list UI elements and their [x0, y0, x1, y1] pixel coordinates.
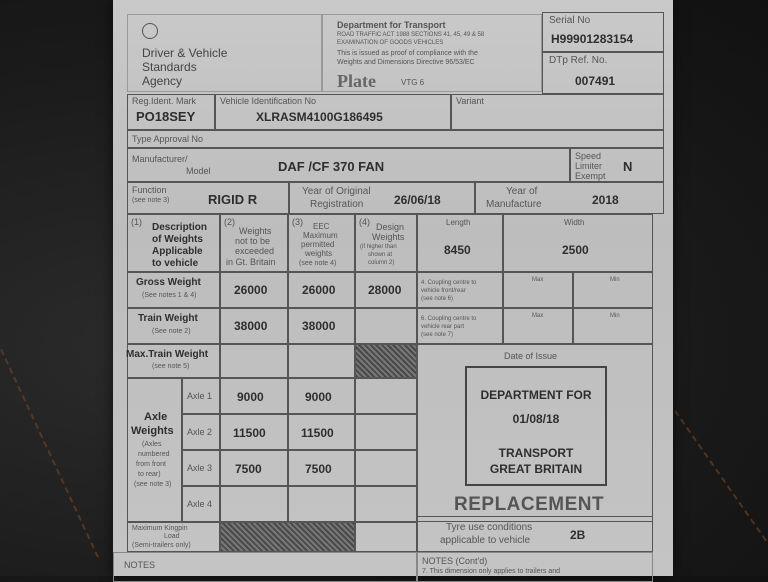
col3-num: (3): [292, 217, 303, 227]
agency-block: [127, 14, 322, 92]
maxtrain-w3-cell: [288, 344, 355, 378]
header-sub2: EXAMINATION OF GOODS VEHICLES: [337, 40, 444, 46]
vin-value: XLRASM4100G186495: [256, 110, 383, 124]
maxtrain-w2-cell: [220, 344, 288, 378]
train-w4-cell: [355, 308, 417, 344]
speed-label3: Exempt: [575, 171, 606, 181]
length-value: 8450: [444, 243, 471, 257]
serial-label: Serial No: [549, 15, 591, 26]
dtp-block: [542, 52, 664, 94]
stamp-line4: GREAT BRITAIN: [489, 462, 583, 476]
col4-num: (4): [359, 217, 370, 227]
kingpin-line2: Load: [164, 533, 180, 540]
plating-certificate: [113, 0, 673, 576]
gross-label-cell: [127, 272, 220, 308]
col4-line2: Weights: [372, 232, 405, 242]
plate-title: Plate: [337, 71, 376, 91]
registration-block: [289, 182, 475, 214]
width-block: [503, 214, 653, 272]
manufacture-label1: Year of: [506, 186, 538, 197]
registration-label2: Registration: [310, 199, 364, 210]
variant-label: Variant: [456, 96, 484, 106]
manufacture-label2: Manufacture: [486, 199, 542, 210]
axle-w4-cell: [355, 486, 417, 522]
coupling2-max-cell: [503, 308, 573, 344]
col2-line1: Weights: [239, 226, 272, 236]
agency-line3: Agency: [142, 74, 183, 88]
axle-w3-cell: [288, 486, 355, 522]
coupling1-text1: 4. Coupling centre to: [421, 280, 477, 286]
function-label: Function: [132, 185, 167, 195]
col3-line4: weights: [305, 249, 333, 258]
notes-right: [417, 552, 653, 582]
col4-line3: (if higher than: [360, 244, 397, 250]
maxtrain-label-cell: [127, 344, 220, 378]
axle-w2-cell: [220, 486, 288, 522]
variant-block: [451, 94, 664, 130]
header-sub3: This is issued as proof of compliance with the: [337, 50, 478, 57]
axle-label1: Axle: [144, 411, 168, 423]
col4-header: [355, 214, 417, 272]
length-label: Length: [446, 218, 471, 227]
gross-w3-cell: [288, 272, 355, 308]
agency-line1: Driver & Vehicle: [142, 46, 228, 60]
coupling2-min-cell: [573, 308, 653, 344]
gross-w2: 26000: [234, 283, 268, 297]
notes-left: [113, 552, 417, 582]
kingpin-hatched: [220, 522, 355, 552]
axle3-w2: 7500: [235, 462, 262, 476]
tyre-block: [417, 516, 653, 552]
col4-line4: shown at: [368, 252, 393, 258]
axle-label-cell: [127, 378, 182, 522]
train-w2: 38000: [234, 319, 268, 333]
col3-line2: Maximum: [303, 231, 338, 240]
function-value: RIGID R: [208, 192, 258, 207]
stamp-line1: DEPARTMENT FOR: [480, 388, 592, 402]
coupling1-max-cell: [503, 272, 573, 308]
axle2-w2: 11500: [233, 426, 266, 440]
col3-line1: EEC: [313, 222, 330, 231]
axle-name-cell: [182, 378, 220, 414]
speed-label1: Speed: [575, 151, 602, 161]
col1-line2: of Weights: [152, 234, 203, 245]
axle-w4-cell: [355, 450, 417, 486]
tyre-line2: applicable to vehicle: [440, 535, 531, 546]
maxtrain-w4-hatched: [355, 344, 417, 378]
crest-icon: [142, 23, 158, 39]
manufacturer-value: DAF /CF 370 FAN: [278, 159, 385, 174]
col3-header: [288, 214, 355, 272]
replacement-stamp: REPLACEMENT: [454, 494, 605, 515]
train-label-cell: [127, 308, 220, 344]
col1-num: (1): [131, 217, 142, 227]
axle-w3-cell: [288, 378, 355, 414]
registration-label1: Year of Original: [302, 186, 371, 197]
dtp-label: DTp Ref. No.: [549, 55, 608, 66]
axle-w2-cell: [220, 378, 288, 414]
manufacture-block: [475, 182, 664, 214]
coupling1-min-cell: [573, 272, 653, 308]
maxtrain-note: (see note 5): [152, 363, 190, 370]
registration-value: 26/06/18: [394, 193, 441, 207]
manufacturer-block: [127, 148, 570, 182]
axle4-name: Axle 4: [187, 499, 213, 509]
coupling1-text3: (see note 6): [421, 296, 454, 302]
seat-stitch: [0, 312, 99, 558]
train-label: Train Weight: [138, 313, 198, 324]
gross-note: (See notes 1 & 4): [142, 292, 197, 299]
coupling2-text1: 6. Coupling centre to: [421, 316, 477, 322]
dtp-value: 007491: [575, 74, 616, 88]
serial-value: H99901283154: [551, 32, 634, 46]
issue-label: Date of Issue: [504, 351, 558, 361]
manufacturer-label1: Manufacturer/: [132, 154, 188, 164]
axle-name-cell: [182, 486, 220, 522]
axle-w3-cell: [288, 450, 355, 486]
axle3-w3: 7500: [305, 462, 332, 476]
col2-header: [220, 214, 288, 272]
train-w3: 38000: [302, 319, 336, 333]
col2-line2: not to be: [235, 236, 271, 246]
coupling1-max: Max: [532, 277, 544, 283]
coupling1-cell: [417, 272, 503, 308]
vin-label: Vehicle Identification No: [220, 96, 317, 106]
col4-line1: Design: [376, 222, 405, 232]
gross-w2-cell: [220, 272, 288, 308]
form-code: VTG 6: [401, 78, 425, 87]
width-label: Width: [564, 218, 585, 227]
axle-w2-cell: [220, 450, 288, 486]
col1-header: [127, 214, 220, 272]
train-note: (See note 2): [152, 328, 191, 335]
col3-line5: (see note 4): [299, 260, 337, 267]
speed-block: [570, 148, 664, 182]
axle1-w2: 9000: [237, 390, 264, 404]
train-w3-cell: [288, 308, 355, 344]
maxtrain-label: Max.Train Weight: [126, 349, 209, 360]
reg-value: PO18SEY: [136, 109, 196, 124]
length-block: [417, 214, 503, 272]
header-sub4: Weights and Dimensions Directive 96/53/EC: [337, 59, 475, 66]
reg-block: [127, 94, 215, 130]
stamp-line3: TRANSPORT: [498, 446, 574, 460]
header-sub1: ROAD TRAFFIC ACT 1988 SECTIONS 41, 45, 49 & 58: [337, 32, 485, 38]
col2-line4: in Gt. Britain: [226, 257, 276, 267]
col2-num: (2): [224, 217, 235, 227]
col1-line4: to vehicle: [152, 258, 199, 269]
gross-w4-cell: [355, 272, 417, 308]
gross-w3: 26000: [302, 283, 336, 297]
axle-name-cell: [182, 450, 220, 486]
axle-w4-cell: [355, 378, 417, 414]
manufacturer-label2: Model: [186, 166, 211, 176]
coupling2-min: Min: [610, 313, 620, 319]
speed-value: N: [623, 159, 633, 174]
axle2-w3: 11500: [301, 426, 334, 440]
manufacture-value: 2018: [592, 193, 619, 207]
tyre-value: 2B: [570, 528, 586, 542]
vin-block: [215, 94, 451, 130]
axle-note2: numbered: [138, 451, 170, 458]
stamp-date: 01/08/18: [512, 412, 560, 426]
axle-w4-cell: [355, 414, 417, 450]
coupling2-text2: vehicle rear part: [421, 324, 465, 330]
reg-label: Reg.Ident. Mark: [132, 96, 197, 106]
axle-note1: (Axles: [142, 441, 162, 448]
header-block: [322, 14, 542, 92]
function-block: [127, 182, 289, 214]
coupling2-max: Max: [532, 313, 544, 319]
train-w2-cell: [220, 308, 288, 344]
tyre-line1: Tyre use conditions: [446, 522, 533, 533]
kingpin-line1: Maximum Kingpin: [132, 525, 188, 532]
header-dept: Department for Transport: [337, 20, 446, 30]
axle-note4: to rear): [138, 471, 161, 478]
axle1-w3: 9000: [305, 390, 332, 404]
axle-name-cell: [182, 414, 220, 450]
axle3-name: Axle 3: [187, 463, 213, 473]
col4-line5: column 2): [368, 260, 395, 266]
width-value: 2500: [562, 243, 589, 257]
gross-label: Gross Weight: [136, 277, 201, 288]
type-approval-block: [127, 130, 664, 148]
kingpin-line3: (Semi-trailers only): [132, 542, 191, 549]
coupling2-cell: [417, 308, 503, 344]
axle-note5: (see note 3): [134, 481, 172, 488]
coupling1-text2: vehicle front/rear: [421, 288, 466, 294]
kingpin-block: [127, 522, 220, 552]
agency-line2: Standards: [142, 60, 197, 74]
axle1-name: Axle 1: [187, 391, 213, 401]
col1-line1: Description: [152, 222, 208, 233]
coupling1-min: Min: [610, 277, 620, 283]
notes-left-label: NOTES: [124, 560, 156, 570]
axle-w3-cell: [288, 414, 355, 450]
axle-label2: Weights: [131, 425, 174, 437]
notes-right-label: NOTES (Cont'd): [422, 556, 488, 566]
serial-block: [542, 12, 664, 52]
type-approval-label: Type Approval No: [132, 134, 204, 144]
col1-line3: Applicable: [152, 246, 203, 257]
col2-line3: exceeded: [235, 246, 275, 256]
speed-label2: Limiter: [575, 161, 603, 171]
axle-w2-cell: [220, 414, 288, 450]
notes-right-text: 7. This dimension only applies to trailers and: [422, 568, 561, 575]
function-note: (see note 3): [132, 197, 170, 204]
kingpin-w4-cell: [355, 522, 417, 552]
axle2-name: Axle 2: [187, 427, 213, 437]
axle-note3: from front: [136, 461, 166, 468]
dft-stamp: [465, 366, 607, 486]
coupling2-text3: (see note 7): [421, 332, 454, 338]
gross-w4: 28000: [368, 283, 402, 297]
col3-line3: permitted: [301, 240, 335, 249]
